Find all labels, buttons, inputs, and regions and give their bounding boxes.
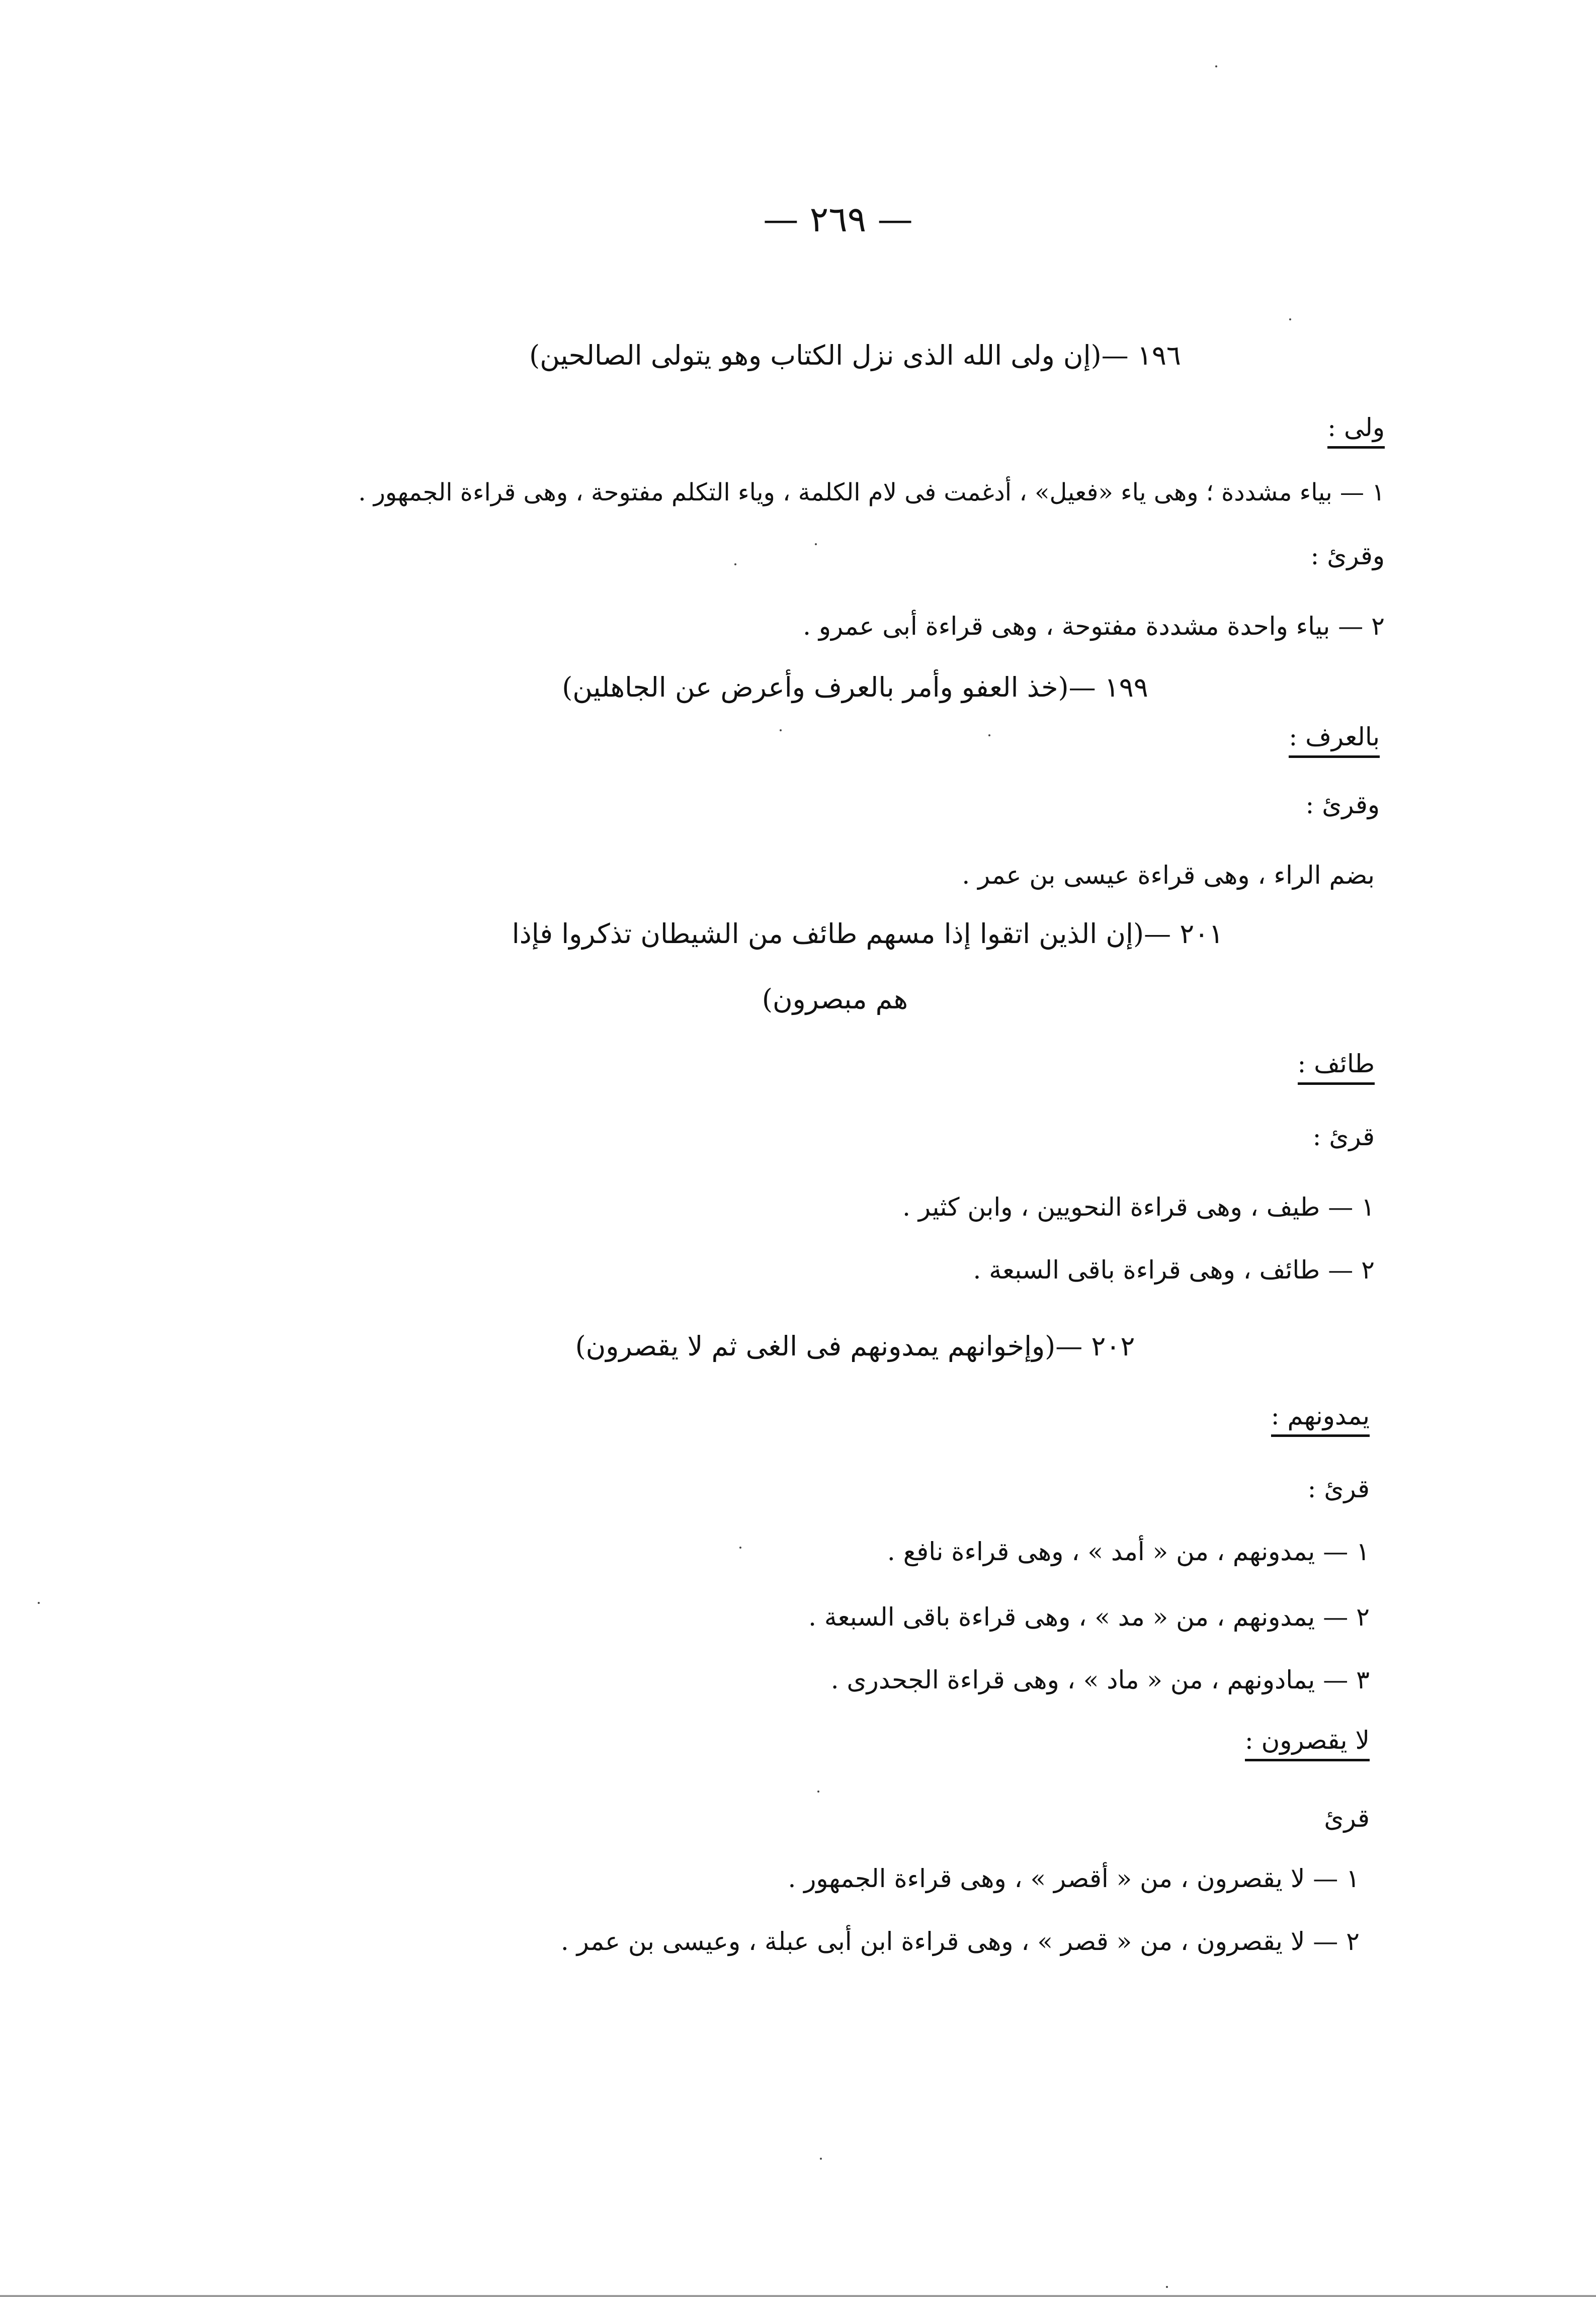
yamuddun-reading-1: ١ — يمدونهم ، من « أمد » ، وهى قراءة نافع .	[887, 1537, 1370, 1566]
wali-reading-2: ٢ — بياء واحدة مشددة مفتوحة ، وهى قراءة أبى عمرو .	[803, 612, 1385, 641]
word-heading-yamuddun	[1271, 1403, 1370, 1437]
verse-201-heading-line-1: ٢٠١ —(إن الذين اتقوا إذا مسهم طائف من الشيطان تذكروا فإذا	[512, 918, 1224, 950]
word-urf-label: بالعرف :	[1289, 724, 1380, 758]
yuqsirun-reading-2: ٢ — لا يقصرون ، من « قصر » ، وهى قراءة ابن أبى عبلة ، وعيسى بن عمر .	[560, 1927, 1360, 1956]
scan-speck	[734, 563, 736, 565]
verse-196-heading: ١٩٦ —(إن ولى الله الذى نزل الكتاب وهو يتولى الصالحين)	[529, 339, 1181, 371]
word-heading-taif	[1298, 1051, 1375, 1085]
scan-speck	[820, 2158, 822, 2160]
wali-quri-label: وقرئ :	[1310, 541, 1385, 570]
word-heading-urf	[1289, 724, 1380, 758]
word-taif-label: طائف :	[1298, 1051, 1375, 1085]
yamuddun-quri-label: قرئ :	[1307, 1474, 1370, 1503]
urf-quri-label: وقرئ :	[1305, 790, 1380, 819]
verse-201-heading-line-2: هم مبصرون)	[762, 983, 908, 1015]
taif-reading-1: ١ — طيف ، وهى قراءة النحويين ، وابن كثير .	[902, 1193, 1375, 1222]
scan-speck	[1289, 318, 1291, 320]
word-heading-wali	[1327, 415, 1385, 449]
scan-speck	[1215, 65, 1217, 67]
yamuddun-reading-2: ٢ — يمدونهم ، من « مد » ، وهى قراءة باقى السبعة .	[808, 1602, 1370, 1632]
scan-speck	[988, 734, 990, 736]
taif-quri-label: قرئ :	[1312, 1122, 1375, 1151]
word-wali-label: ولى :	[1327, 415, 1385, 449]
urf-reading-1: بضم الراء ، وهى قراءة عيسى بن عمر .	[962, 861, 1375, 890]
scan-speck	[815, 543, 817, 545]
word-heading-yuqsirun	[1245, 1728, 1370, 1761]
verse-199-heading: ١٩٩ —(خذ العفو وأمر بالعرف وأعرض عن الجاهلين)	[562, 671, 1148, 703]
scan-speck	[1166, 2286, 1168, 2288]
yamuddun-reading-3: ٣ — يمادونهم ، من « ماد » ، وهى قراءة الجحدرى .	[830, 1665, 1370, 1694]
yuqsirun-quri-label: قرئ	[1324, 1804, 1370, 1833]
scan-speck	[739, 1547, 741, 1549]
wali-reading-1: ١ — بياء مشددة ؛ وهى ياء «فعيل» ، أدغمت فى لام الكلمة ، وياء التكلم مفتوحة ، وهى قراءة الجمهور .	[358, 478, 1385, 506]
scan-speck	[38, 1602, 40, 1604]
scan-bottom-edge	[0, 2295, 1596, 2297]
page-number: — ٢٦٩ —	[763, 199, 913, 240]
scan-speck	[780, 729, 782, 731]
taif-reading-2: ٢ — طائف ، وهى قراءة باقى السبعة .	[973, 1255, 1375, 1285]
word-yuqsirun-label: لا يقصرون :	[1245, 1728, 1370, 1761]
verse-202-heading: ٢٠٢ —(وإخوانهم يمدونهم فى الغى ثم لا يقصرون)	[575, 1330, 1135, 1362]
yuqsirun-reading-1: ١ — لا يقصرون ، من « أقصر » ، وهى قراءة الجمهور .	[788, 1864, 1360, 1893]
word-yamuddun-label: يمدونهم :	[1271, 1403, 1370, 1437]
scan-speck	[817, 1791, 819, 1793]
